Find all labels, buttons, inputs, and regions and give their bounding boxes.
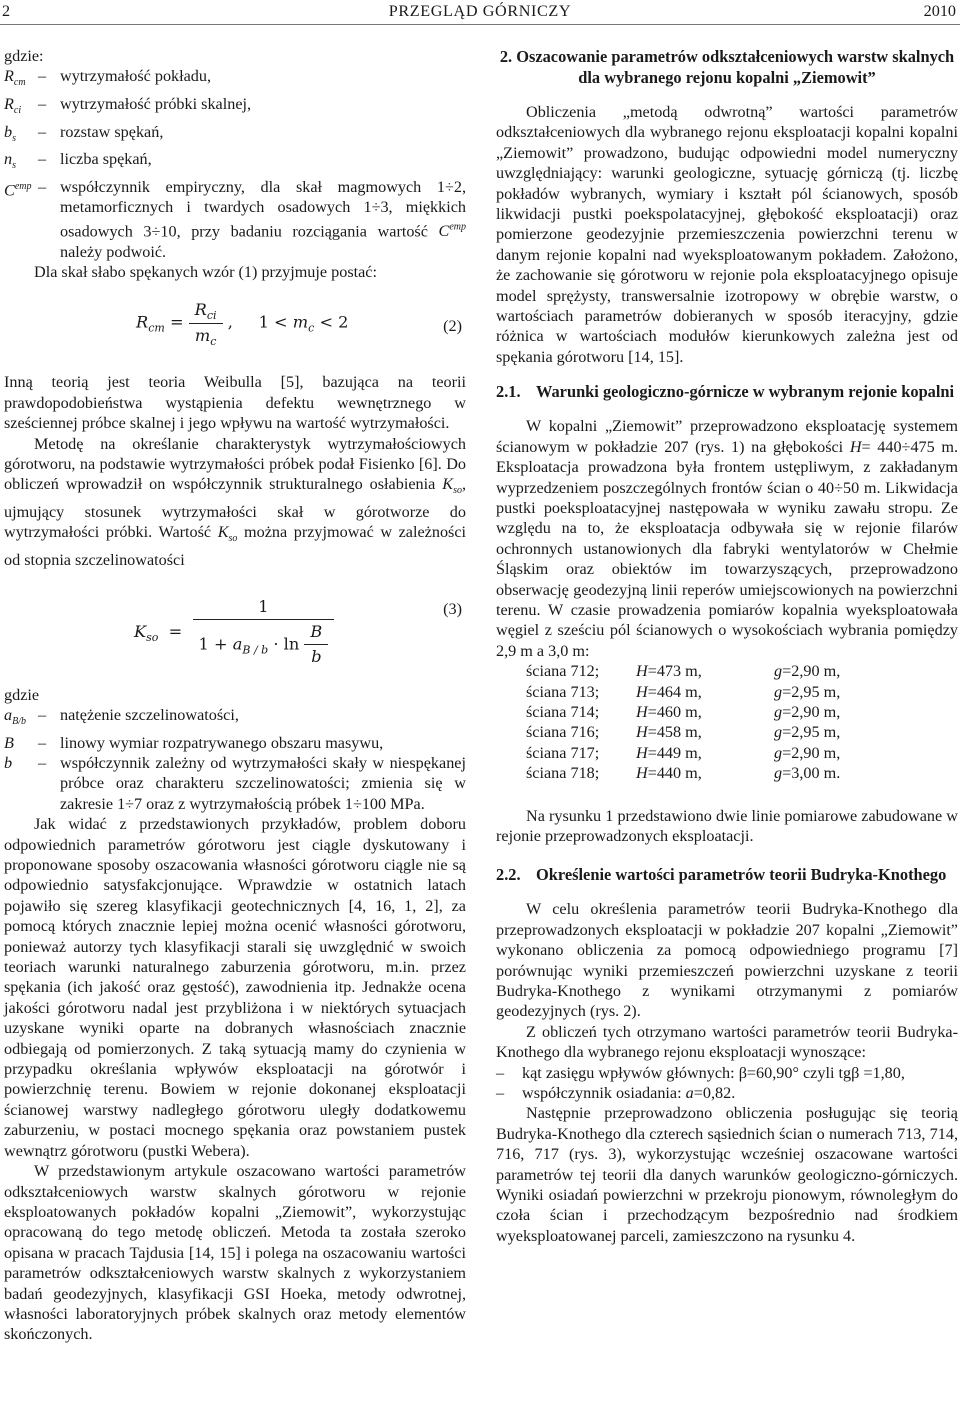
symbol-superscript: emp	[14, 180, 32, 192]
definition-row: $a_{B/b}$ – natężenie szczelinowatości,	[4, 705, 466, 733]
definition-text: współczynnik empiryczny, dla skał magmowych 1÷2, metamorficznych i twardych osadowych 1÷3, miękkich osadowych 3÷10, przy badaniu rozciągania wartość $C^{emp}$ należy podwoić.	[60, 177, 466, 261]
eq-fraction: 1 $1 + a_{B / b} \cdot \ln$ $\frac{B}{b}$	[193, 597, 335, 668]
definition-text: natężenie szczelinowatości,	[60, 705, 239, 724]
paragraph-geology: W kopalni „Ziemowit” przeprowadzono eksploatację systemem ścianowym w pokładzie 207 (rys. 1) na głębokości H= 440÷475 m. Eksploatacja prowadzona była frontem ustępliwym, z zakładanym wyprzedzeniem poszczególnych frontów ścian o 40÷50 m. Likwidacja pustki poeksploatacyjnej następowała w wyniku zawału stropu. Ze względu na to, że eksploatacja odbywała się w rejonie filarów ochronnych ustanowionych dla fabryki wentylatorów w Chełmie Śląskim oraz obiektów im towarzyszących, przeprowadzono obserwację geodezyjną linii reperów umiejscowionych na powierzchni terenu. W czasie prowadzenia pomiarów kopalnia wyeksploatowała węgiel z sześciu pól ścianowych o wysokościach wybrania pomiędzy 2,9 m a 3,0 m:	[496, 417, 958, 660]
symbol: R	[4, 67, 14, 86]
paragraph-values: Z obliczeń tych otrzymano wartości parametrów teorii Budryka-Knothego dla wybranego rejonu eksploatacji wynoszące:	[496, 1022, 958, 1062]
definition-row: $R_{cm}$ – wytrzymałość pokładu,	[4, 66, 466, 94]
definition-row: b – współczynnik zależny od wytrzymałości skały w niespękanej próbce oraz charakteru szczelinowatości; zmienia się w zakresie 1÷7 oraz z wytrzymałością próbek 1÷100 MPa.	[4, 753, 466, 813]
equation-number: (3)	[443, 599, 462, 618]
paragraph-budryk: W celu określenia parametrów teorii Budryka-Knothego dla przeprowadzonych eksploatacji w pokładzie 207 kopalni „Ziemowit” wykonano obliczenia za pomocą odpowiedniego programu [7] porównując wyniki przemieszczeń powierzchni uzyskane z teorii Budryka-Knothego z wynikami otrzymanymi z pomiarów geodezyjnych (rys. 2).	[496, 900, 958, 1021]
wall-row: ściana 712; H=473 m, g=2,90 m,	[526, 662, 841, 681]
paragraph-weak-rocks: Dla skał słabo spękanych wzór (1) przyjmuje postać:	[34, 262, 377, 281]
eq-fraction: $\frac{R_{ci}}{m_c}$	[189, 300, 223, 346]
definition-text: współczynnik zależny od wytrzymałości skały w niespękanej próbce oraz charakteru szczelinowatości; zmienia się w zakresie 1÷7 oraz z wytrzymałością próbek 1÷100 MPa.	[60, 753, 466, 813]
symbol-subscript: s	[12, 160, 16, 172]
where-label: gdzie:	[4, 47, 44, 65]
where-label: gdzie	[4, 685, 40, 704]
equation-number: (2)	[443, 317, 462, 336]
page-number: 2	[2, 2, 11, 20]
definition-text: wytrzymałość próbki skalnej,	[60, 95, 252, 114]
definition-text: rozstaw spękań,	[60, 122, 164, 141]
definition-row: $C^{emp}$ – współczynnik empiryczny, dla skał magmowych 1÷2, metamorficznych i twardych osadowych 1÷3, miękkich osadowych 3÷10, przy badaniu rozciągania wartość $C^{emp}$ należy podwoić.	[4, 177, 466, 261]
definition-text: linowy wymiar rozpatrywanego obszaru masywu,	[60, 733, 384, 752]
definition-row: $R_{ci}$ – wytrzymałość próbki skalnej,	[4, 94, 466, 122]
definitions-list-2	[4, 705, 466, 814]
wall-row: ściana 716; H=458 m, g=2,95 m,	[526, 723, 841, 742]
right-column	[496, 46, 958, 1246]
paragraph-figure-1: Na rysunku 1 przedstawiono dwie linie pomiarowe zabudowane w rejonie przeprowadzonych eksploatacji.	[496, 806, 958, 845]
paragraph-method: Metodę na określanie charakterystyk wytrzymałościowych górotworu, na podstawie wytrzymałości próbek podał Fisienko [6]. Do obliczeń wprowadził on współczynnik strukturalnego osłabienia $K_{so}$, ujmujący stosunek wytrzymałości skał w górotworze do wytrzymałości próbki. Wartość $K_{so}$ można przyjmować w zależności od stopnia szczelinowatości	[4, 434, 467, 570]
journal-year: 2010	[923, 2, 956, 20]
paragraph-next: Następnie przeprowadzono obliczenia posługując się teorią Budryka-Knothego dla czterech sąsiednich ścian o numerach 713, 714, 716, 717 (rys. 3), wykorzystując wcześniej oszacowane wartości parametrów tej teorii dla danych warunków geologiczno-górniczych. Wyniki osiadań powierzchni w przekroju pionowym, równoległym do czoła ścian i przechodzącym bezpośrednio nad środkiem wyeksploatowanej parceli, zamieszczono na rysunku 4.	[496, 1104, 958, 1245]
wall-row: ściana 713; H=464 m, g=2,95 m,	[526, 682, 841, 701]
definitions-list-1	[4, 66, 466, 262]
definition-row: $b_s$ – rozstaw spękań,	[4, 122, 466, 150]
eq-lhs: R	[136, 312, 149, 332]
equation-3-body: $K_{so}$ = 1 $1 + a_{B / b} \cdot \ln$ $\frac{B}{b}$	[134, 597, 334, 668]
definition-text: wytrzymałość pokładu,	[60, 67, 212, 86]
symbol-subscript: ci	[13, 105, 22, 117]
paragraph-examples: Jak widać z przedstawionych przykładów, problem doboru odpowiednich parametrów górotworu jest ciągle dyskutowany i proponowane sposoby oszacowania własności górotworu ciągle nie są odpowiednio satysfakcjonujące. Wprawdzie w ostatnich latach pojawiło się szereg klasyfikacji geotechnicznych [4, 16, 1, 2], za pomocą których znacznie lepiej można ocenić własności górotworu, ponieważ autorzy tych klasyfikacji starali się uwzględnić w swoich teoriach warunki naturalnego zaburzenia górotworu, m.in. przez spękania (ich jakość oraz gęstość), zawodnienia itp. Jednakże ocena jakości górotworu nadal jest przybliżona i w niektórych sytuacjach uzyskane wyniki oparte na dobranych własnościach znacznie odbiegają od pomierzonych. Z taką sytuacją mamy do czynienia w przypadku określania wpływów eksploatacji na górotwór i powierzchnię terenu. Bowiem w rejonie dokonanej eksploatacji ścianowej warstwy nadległego górotworu uległy dodatkowemu zaburzeniu, w postaci mocnego spękania oraz powstaniem pustek wewnątrz górotworu (pustki Webera).	[4, 815, 466, 1160]
definition-text: liczba spękań,	[60, 150, 152, 169]
left-column	[4, 46, 466, 1345]
paragraph-weibull: Inną teorią jest teoria Weibulla [5], bazująca na teorii prawdopodobieństwa wystąpienia defektu wewnętrznego w sześciennej próbce skalnej i jego wpływu na wartość wytrzymałości.	[4, 373, 466, 433]
section-heading-2-1: 2.1. Warunki geologiczno-górnicze w wybranym rejonie kopalni	[496, 382, 955, 402]
symbol-subscript: s	[12, 132, 16, 144]
section-heading-2: 2. Oszacowanie parametrów odkształceniowych warstw skalnych dla wybranego rejonu kopalni „Ziemowit”	[499, 47, 955, 87]
equation-2-body: $R_{cm}$ = $\frac{R_{ci}}{m_c}$ , $1 < m_c < 2$	[136, 300, 349, 348]
equation-3	[4, 585, 466, 685]
equation-2	[4, 294, 466, 372]
symbol-subscript: cm	[13, 77, 26, 89]
wall-row: ściana 717; H=449 m, g=2,90 m,	[526, 743, 841, 762]
walls-table	[526, 661, 958, 783]
symbol: R	[4, 95, 14, 114]
symbol: n	[4, 150, 13, 169]
definition-row: $n_s$ – liczba spękań,	[4, 149, 466, 177]
parameters-list	[496, 1063, 958, 1104]
paragraph-article: W przedstawionym artykule oszacowano wartości parametrów odkształceniowych warstw skalnych górotworu w rejonie eksploatowanych pokładów kopalni „Ziemowit”, wykorzystując opracowaną do tego metodę obliczeń. Metoda ta została szeroko opisana w pracach Tajdusia [14, 15] i polega na oszacowaniu wartości parametrów odkształceniowych warstw skalnych z wykorzystaniem badań geodezyjnych, klasyfikacji GSI Hoeka, metody odwrotnej, własności laboratoryjnych próbek skalnych oraz metody elementów skończonych.	[4, 1162, 466, 1344]
wall-row: ściana 718; H=440 m, g=3,00 m.	[526, 764, 841, 783]
list-item: – kąt zasięgu wpływów głównych: β=60,90° czyli tgβ =1,80,	[496, 1063, 905, 1082]
wall-row: ściana 714; H=460 m, g=2,90 m,	[526, 702, 841, 721]
symbol: b	[4, 122, 13, 141]
symbol: C	[4, 181, 15, 200]
list-item: – współczynnik osiadania: a=0,82.	[496, 1083, 736, 1102]
journal-title: PRZEGLĄD GÓRNICZY	[388, 2, 572, 20]
paragraph-calculation: Obliczenia „metodą odwrotną” wartości parametrów odkształceniowych dla wybranego rejonu eksploatacji kopalni kopalni „Ziemowit” prowadzono, budując odpowiedni model numeryczny uwzględniający: warunki geologiczne, sytuację górniczą (tj. liczbę pokładów wybranych, wymiary i kształt pól ścianowych, sposób likwidacji pustki poekspolatacyjnej, głębokość eksploatacji) oraz pomierzone geodezyjnie przemieszczenia powierzchni terenu w danym rejonie kopalni nad wyeksploatowanym pokładem. Założono, że zachowanie się górotworu w rejonie pola eksploatacyjnego opisuje model sprężysty, transwersalnie izotropowy w obrębie warstw, o wartościach parametrów dobieranych w sposób iteracyjny, gdzie różnica w wartościach modułów kierunkowych zależna jest od spękania górotworu [14, 15].	[496, 103, 958, 366]
running-header	[0, 0, 960, 25]
definition-row: B – linowy wymiar rozpatrywanego obszaru masywu,	[4, 733, 466, 753]
section-heading-2-2: 2.2. Określenie wartości parametrów teorii Budryka-Knothego	[496, 865, 947, 885]
inline-symbol: $C^{emp}$	[438, 221, 466, 241]
